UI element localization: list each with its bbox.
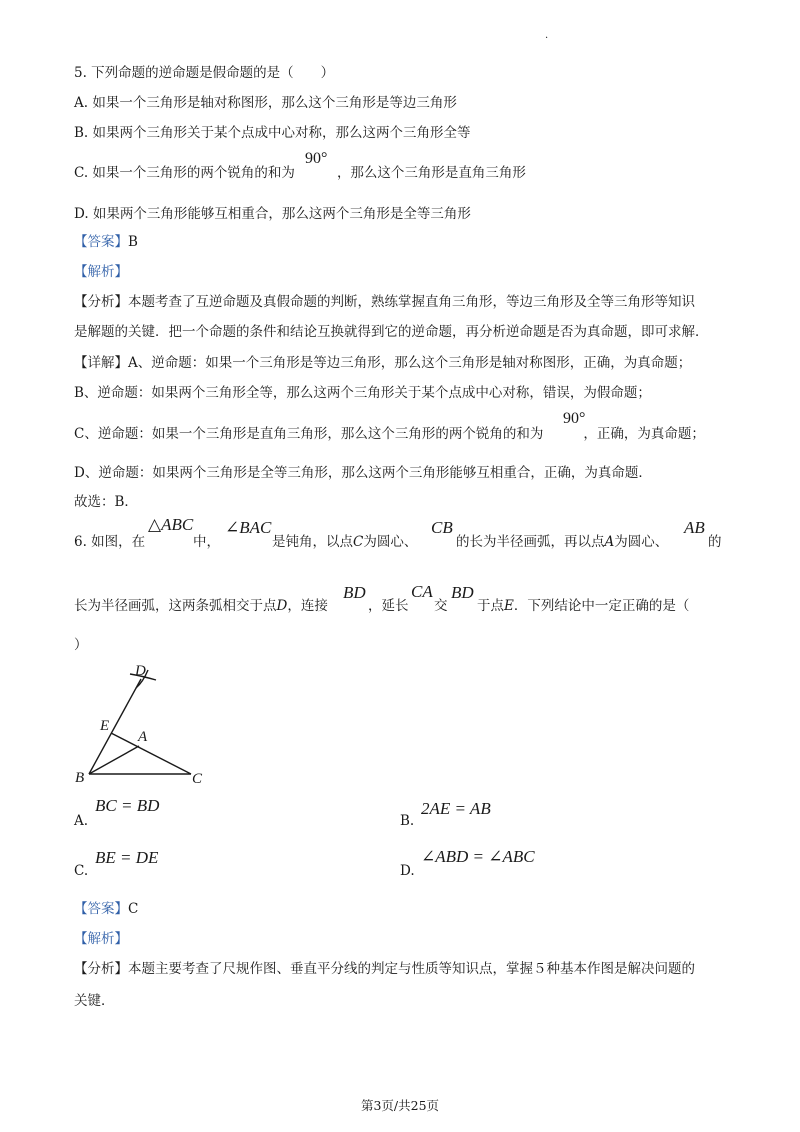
q6-answer-value: C: [128, 901, 139, 917]
q5-stem: 5. 下列命题的逆命题是假命题的是（ ）: [74, 65, 335, 81]
q5-option-c: [74, 164, 526, 182]
q5-analysis-tag: 【解析】: [74, 264, 128, 280]
q6-stem-line-3: ）: [74, 637, 88, 653]
q5-fenxi-tag: 【分析】: [74, 294, 128, 310]
q6-option-c-letter: C.: [74, 863, 89, 879]
q6-segment-bd-2: BD: [451, 583, 474, 602]
q6-geometry-figure: [70, 660, 220, 790]
q5-detail-b: B、逆命题：如果两个三角形全等，那么这两个三角形关于某个点成中心对称，错误，为假命题；: [74, 385, 651, 401]
q5-detail-a-text: A、逆命题：如果一个三角形是等边三角形，那么这个三角形是轴对称图形，正确，为真命题；: [128, 355, 692, 371]
q5-answer-value: B: [128, 234, 138, 250]
q6-point-a: A: [604, 534, 615, 550]
q5-choose: 故选：B．: [74, 494, 138, 510]
q6-fenxi-tag: 【分析】: [74, 961, 128, 977]
q6-answer-tag: 【答案】: [74, 901, 128, 917]
q5-answer: [74, 233, 138, 251]
q6-stem-line-1-c: 是钝角，以点C为圆心、: [272, 534, 418, 550]
q6-option-c-math: BE = DE: [95, 848, 159, 867]
q5-option-d: D. 如果两个三角形能够互相重合，那么这两个三角形是全等三角形: [74, 206, 471, 222]
label-c: C: [192, 771, 203, 787]
label-b: B: [75, 770, 85, 786]
q5-fenxi-line-1: [74, 293, 695, 311]
q6-stem-line-2-a: 长为半径画弧，这两条弧相交于点D，连接: [74, 598, 328, 614]
q6-point-c: C: [353, 534, 364, 550]
q6-fenxi-line-2: 关键．: [74, 993, 115, 1009]
q5-fenxi-line-2: 是解题的关键．把一个命题的条件和结论互换就得到它的逆命题，再分析逆命题是否为真命题，即可求解．: [74, 324, 709, 340]
q5-detail-a: [74, 354, 691, 372]
q6-point-d: D: [276, 598, 288, 614]
q6-answer: [74, 900, 138, 918]
q6-option-a-letter: A.: [74, 813, 89, 829]
q6-option-a-math: BC = BD: [95, 796, 160, 815]
q5-option-a: A. 如果一个三角形是轴对称图形，那么这个三角形是等边三角形: [74, 95, 457, 111]
q6-triangle-abc: △ABC: [148, 515, 194, 534]
q6-fenxi-text-1: 本题主要考查了尺规作图、垂直平分线的判定与性质等知识点，掌握５种基本作图是解决问题的: [128, 961, 695, 977]
q6-stem-line-2-c: 交: [434, 598, 448, 614]
page-footer: 第3页/共25页: [360, 1098, 440, 1113]
q6-option-b-math: 2AE = AB: [421, 799, 491, 818]
q5-answer-tag: 【答案】: [74, 234, 128, 250]
q6-point-e: E: [504, 598, 514, 614]
q6-segment-bd-1: BD: [343, 583, 366, 602]
q6-analysis-tag: 【解析】: [74, 931, 128, 947]
q5-detail-d: D、逆命题：如果两个三角形是全等三角形，那么这两个三角形能够互相重合，正确，为真命题．: [74, 465, 652, 481]
q6-angle-bac: ∠BAC: [225, 518, 272, 537]
q5-fenxi-text-1: 本题考查了互逆命题及真假命题的判断，熟练掌握直角三角形，等边三角形及全等三角形等知识: [128, 294, 695, 310]
q5-option-c-pre: C. 如果一个三角形的两个锐角的和为: [74, 165, 295, 181]
q6-stem-line-1-e: 的: [708, 534, 722, 550]
q5-detail-c-post: ，正确，为真命题；: [583, 426, 705, 442]
label-a: A: [138, 729, 148, 745]
q6-option-b-letter: B.: [400, 813, 415, 829]
q6-segment-ab: AB: [684, 518, 705, 537]
q6-stem-line-1-d: 的长为半径画弧，再以点A为圆心、: [456, 534, 669, 550]
q6-segment-ca: CA: [411, 582, 433, 601]
q6-option-d-letter: D.: [400, 863, 415, 879]
q6-stem-line-2-b: ，延长: [368, 598, 409, 614]
q5-option-c-angle: 90°: [305, 150, 328, 167]
page-marker: .: [545, 30, 549, 41]
label-e: E: [100, 718, 110, 734]
q5-detail-c-pre: C、逆命题：如果一个三角形是直角三角形，那么这个三角形的两个锐角的和为: [74, 426, 544, 442]
q6-stem-line-1-b: 中，: [193, 534, 220, 550]
q5-detail-c: [74, 425, 705, 443]
q6-stem-line-1-a: 6. 如图，在: [74, 534, 146, 550]
q6-fenxi-line-1: [74, 960, 695, 978]
segment-ce: [111, 733, 191, 774]
q5-detail-c-angle: 90°: [563, 410, 586, 427]
q5-detail-tag: 【详解】: [74, 355, 128, 371]
q5-option-c-post: ，那么这个三角形是直角三角形: [336, 165, 526, 181]
label-d: D: [135, 663, 146, 679]
q6-segment-cb: CB: [431, 518, 453, 537]
q6-stem-line-2-d: 于点E．下列结论中一定正确的是（: [477, 598, 690, 614]
q5-option-b: B. 如果两个三角形关于某个点成中心对称，那么这两个三角形全等: [74, 125, 471, 141]
q6-option-d-math: ∠ABD = ∠ABC: [421, 847, 535, 866]
